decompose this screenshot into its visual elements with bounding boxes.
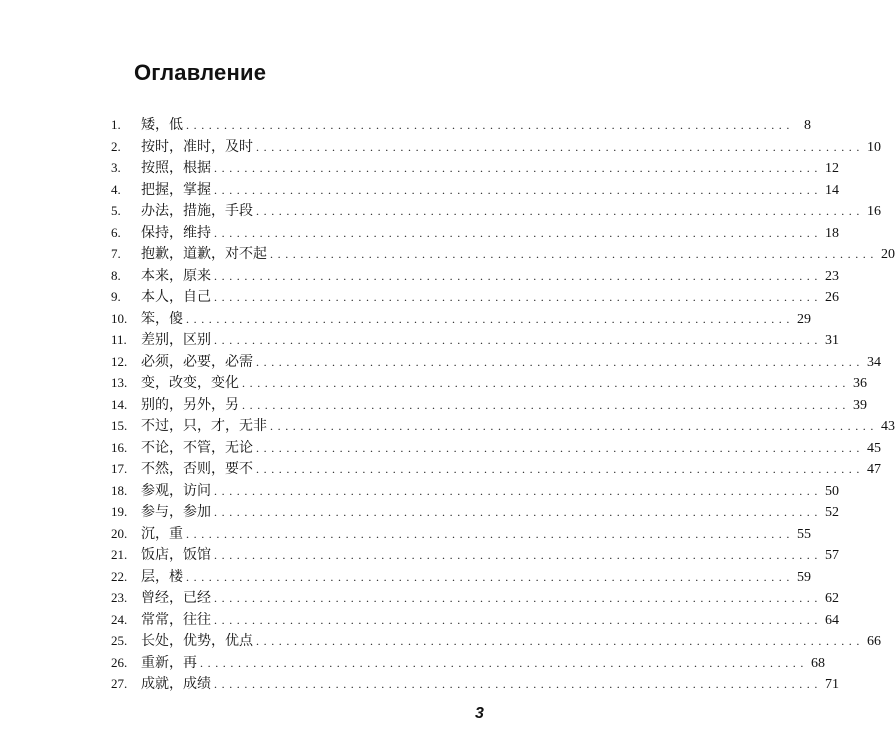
entry-page-number: 8 xyxy=(804,118,811,133)
entry-label: 参观，访问 xyxy=(141,482,211,499)
entry-label: 保持，维持 xyxy=(141,224,211,241)
entry-page-number: 71 xyxy=(825,677,839,692)
entry-number: 10. xyxy=(111,310,128,326)
dot-leader: ................................................................................ xyxy=(214,483,822,498)
entry-page-number: 68 xyxy=(811,655,825,671)
page-number: 3 xyxy=(475,705,484,722)
dot-leader: ................................................................................ xyxy=(214,612,822,627)
dot-leader: ................................................................................ xyxy=(214,182,822,197)
dot-leader: ................................................................................ xyxy=(186,311,794,326)
toc-entry[interactable] xyxy=(111,458,881,480)
entry-label: 别的，另外，另 xyxy=(141,396,239,413)
entry-page-number: 26 xyxy=(825,290,839,305)
toc-entry[interactable] xyxy=(111,286,839,308)
entry-number: 23. xyxy=(111,590,128,605)
entry-page-number: 16 xyxy=(867,204,881,219)
entry-label: 差别，区别 xyxy=(141,332,211,348)
toc-entry[interactable] xyxy=(111,372,867,394)
toc-entry[interactable] xyxy=(111,652,825,674)
entry-page-number: 55 xyxy=(797,526,811,542)
entry-number: 18. xyxy=(111,482,128,498)
entry-number: 27. xyxy=(111,676,128,691)
entry-number: 19. xyxy=(111,504,128,519)
dot-leader: ................................................................................ xyxy=(214,548,822,562)
dot-leader: ................................................................................ xyxy=(214,290,822,304)
dot-leader: ................................................................................ xyxy=(186,569,794,584)
entry-label: 把握，掌握 xyxy=(141,181,211,198)
toc-entry[interactable] xyxy=(111,114,811,136)
entry-label: 饭店，饭馆 xyxy=(141,547,211,563)
toc-entry[interactable] xyxy=(111,222,839,244)
dot-leader: ................................................................................ xyxy=(214,161,822,175)
entry-number: 5. xyxy=(111,203,121,218)
entry-label: 长处，优势，优点 xyxy=(141,633,253,649)
dot-leader: ................................................................................ xyxy=(270,247,878,261)
dot-leader: ................................................................................ xyxy=(214,333,822,347)
entry-page-number: 62 xyxy=(825,591,839,606)
entry-page-number: 47 xyxy=(867,462,881,477)
dot-leader: ................................................................................ xyxy=(214,677,822,691)
entry-number: 11. xyxy=(111,332,127,347)
entry-label: 成就，成绩 xyxy=(141,676,211,692)
entry-label: 常常，往往 xyxy=(141,611,211,628)
entry-label: 本来，原来 xyxy=(141,267,211,284)
toc-entry[interactable] xyxy=(111,587,839,609)
entry-page-number: 57 xyxy=(825,548,839,563)
entry-page-number: 20 xyxy=(881,247,895,262)
entry-number: 4. xyxy=(111,181,121,197)
entry-number: 21. xyxy=(111,547,128,562)
dot-leader: ................................................................................ xyxy=(256,204,864,218)
dot-leader: ................................................................................ xyxy=(186,118,794,132)
entry-number: 15. xyxy=(111,418,128,433)
table-of-contents xyxy=(111,114,895,695)
dot-leader: ................................................................................ xyxy=(200,655,808,670)
entry-label: 按时，准时，及时 xyxy=(141,138,253,155)
dot-leader: ................................................................................ xyxy=(256,354,864,369)
entry-number: 7. xyxy=(111,246,121,261)
dot-leader: ................................................................................ xyxy=(214,225,822,240)
entry-page-number: 31 xyxy=(825,333,839,348)
toc-entry[interactable] xyxy=(111,673,839,695)
toc-entry[interactable] xyxy=(111,501,839,523)
entry-number: 20. xyxy=(111,525,128,541)
dot-leader: ................................................................................ xyxy=(256,634,864,648)
entry-number: 1. xyxy=(111,117,121,132)
entry-number: 26. xyxy=(111,654,128,670)
entry-label: 变，改变，变化 xyxy=(141,375,239,391)
entry-number: 25. xyxy=(111,633,128,648)
entry-number: 13. xyxy=(111,375,128,390)
dot-leader: ................................................................................ xyxy=(214,591,822,605)
toc-entry[interactable] xyxy=(111,179,839,201)
entry-number: 3. xyxy=(111,160,121,175)
entry-page-number: 34 xyxy=(867,354,881,370)
dot-leader: ................................................................................ xyxy=(214,268,822,283)
dot-leader: ................................................................................ xyxy=(256,462,864,476)
entry-page-number: 59 xyxy=(797,569,811,585)
entry-label: 按照，根据 xyxy=(141,160,211,176)
toc-entry[interactable] xyxy=(111,415,895,437)
entry-label: 不论，不管，无论 xyxy=(141,439,253,456)
dot-leader: ................................................................................ xyxy=(256,440,864,455)
dot-leader: ................................................................................ xyxy=(242,397,850,412)
toc-entry[interactable] xyxy=(111,630,881,652)
entry-page-number: 36 xyxy=(853,376,867,391)
entry-label: 本人，自己 xyxy=(141,289,211,305)
entry-label: 抱歉，道歉，对不起 xyxy=(141,246,267,262)
entry-number: 14. xyxy=(111,396,128,412)
toc-entry[interactable] xyxy=(111,136,881,158)
entry-number: 17. xyxy=(111,461,128,476)
toc-entry[interactable] xyxy=(111,609,839,631)
entry-number: 22. xyxy=(111,568,128,584)
entry-page-number: 66 xyxy=(867,634,881,649)
toc-entry[interactable] xyxy=(111,523,811,545)
entry-page-number: 29 xyxy=(797,311,811,327)
entry-label: 矮，低 xyxy=(141,117,183,133)
dot-leader: ................................................................................ xyxy=(270,419,878,433)
entry-number: 12. xyxy=(111,353,128,369)
entry-label: 笨，傻 xyxy=(141,310,183,327)
entry-number: 9. xyxy=(111,289,121,304)
toc-entry[interactable] xyxy=(111,329,839,351)
entry-number: 8. xyxy=(111,267,121,283)
entry-label: 参与，参加 xyxy=(141,504,211,520)
toc-entry[interactable] xyxy=(111,308,811,330)
toc-entry[interactable] xyxy=(111,437,881,459)
entry-page-number: 64 xyxy=(825,612,839,628)
entry-page-number: 43 xyxy=(881,419,895,434)
toc-entry[interactable] xyxy=(111,480,839,502)
entry-page-number: 18 xyxy=(825,225,839,241)
entry-number: 2. xyxy=(111,138,121,154)
dot-leader: ................................................................................ xyxy=(214,505,822,519)
entry-label: 沉，重 xyxy=(141,525,183,542)
entry-number: 16. xyxy=(111,439,128,455)
toc-entry[interactable] xyxy=(111,243,895,265)
toc-entry[interactable] xyxy=(111,157,839,179)
entry-number: 24. xyxy=(111,611,128,627)
entry-label: 重新，再 xyxy=(141,654,197,671)
toc-title: Оглавление xyxy=(134,60,267,85)
dot-leader: ................................................................................ xyxy=(256,139,864,154)
entry-page-number: 39 xyxy=(853,397,867,413)
entry-label: 必须，必要，必需 xyxy=(141,353,253,370)
dot-leader: ................................................................................ xyxy=(242,376,850,390)
entry-page-number: 45 xyxy=(867,440,881,456)
entry-label: 办法，措施，手段 xyxy=(141,203,253,219)
entry-page-number: 50 xyxy=(825,483,839,499)
toc-entry[interactable] xyxy=(111,200,881,222)
entry-page-number: 14 xyxy=(825,182,839,198)
dot-leader: ................................................................................ xyxy=(186,526,794,541)
entry-label: 层，楼 xyxy=(141,568,183,585)
entry-page-number: 12 xyxy=(825,161,839,176)
toc-entry[interactable] xyxy=(111,544,839,566)
entry-page-number: 52 xyxy=(825,505,839,520)
toc-entry[interactable] xyxy=(111,351,881,373)
entry-number: 6. xyxy=(111,224,121,240)
entry-label: 曾经，已经 xyxy=(141,590,211,606)
toc-entry[interactable] xyxy=(111,265,839,287)
entry-label: 不过，只，才，无非 xyxy=(141,418,267,434)
entry-page-number: 10 xyxy=(867,139,881,155)
toc-entry[interactable] xyxy=(111,394,867,416)
toc-entry[interactable] xyxy=(111,566,811,588)
entry-page-number: 23 xyxy=(825,268,839,284)
entry-label: 不然，否则，要不 xyxy=(141,461,253,477)
